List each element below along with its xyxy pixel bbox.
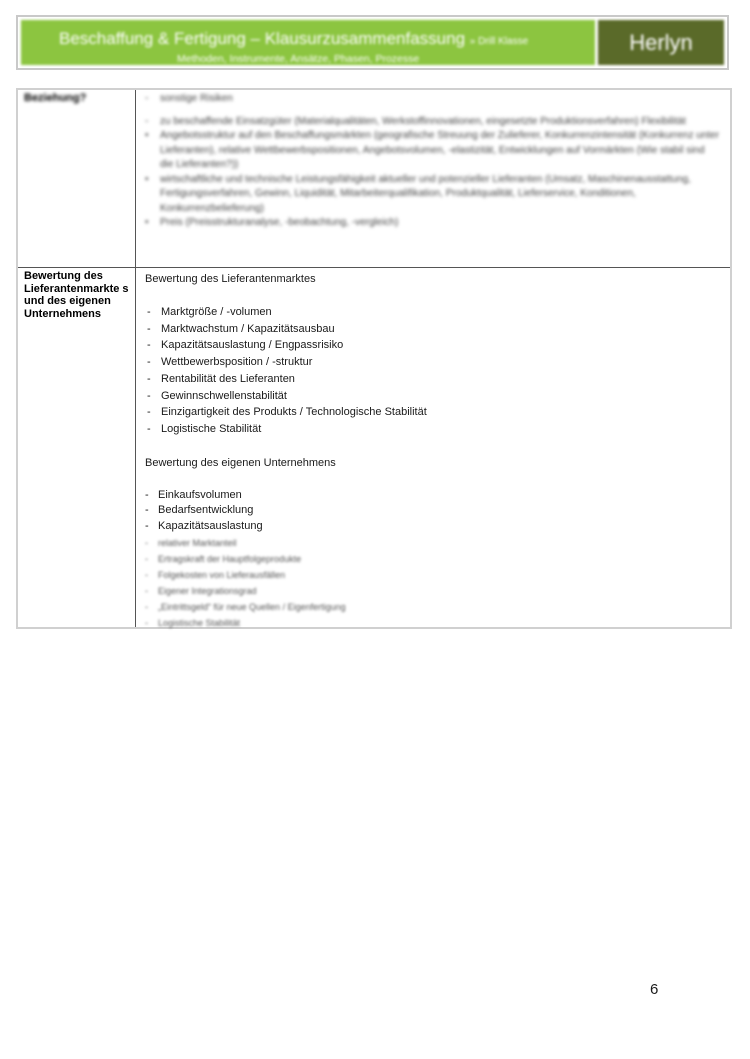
list-item: - sonstige Risiken: [145, 93, 233, 104]
list-item: - Einkaufsvolumen: [145, 488, 242, 501]
row-label-top: Beziehung?: [24, 92, 87, 104]
row-content-top: [145, 92, 720, 231]
header-subtitle: Methoden, Instrumente, Ansätze, Phasen, Prozesse: [177, 53, 420, 65]
header-brand: Herlyn: [598, 20, 724, 65]
list-item: • wirtschaftliche und technische Leistungsfähigkeit aktueller und potenzieller Lieferanten (Umsatz, Maschinenausstattung, Fertigungsverfahren, Gewinn, Liquidität, Mitarbeiterqualifikation, Produktqualität, Lieferservice, Konditionen, Konkurrenzbelieferung): [145, 173, 691, 214]
list-item: - relativer Marktanteil: [145, 538, 237, 549]
list-item: - Gewinnschwellenstabilität: [147, 389, 287, 402]
column-divider: [135, 268, 136, 627]
list-item: - Ertragskraft der Hauptfolgeprodukte: [145, 554, 302, 565]
list-item: - Marktgröße / -volumen: [147, 306, 272, 318]
list-item: - Kapazitätsauslastung: [145, 520, 263, 533]
row-content-main: [145, 273, 720, 631]
list-item: - „Eintrittsgeld“ für neue Quellen / Eigenfertigung: [145, 602, 346, 613]
list-item: - Folgekosten von Lieferausfällen: [145, 570, 286, 581]
header-title: Beschaffung & Fertigung – Klausurzusammenfassung: [59, 29, 466, 48]
list-item: - Logistische Stabilität: [147, 422, 262, 435]
section-heading-own-company: Bewertung des eigenen Unternehmens: [145, 456, 336, 469]
list-item: - Marktwachstum / Kapazitätsausbau: [147, 322, 335, 335]
own-company-blurred-list: [145, 535, 720, 631]
table-row-main: [18, 268, 730, 627]
supplier-market-criteria-list: [146, 304, 720, 438]
list-item: - Kapazitätsauslastung / Engpassrisiko: [147, 339, 344, 352]
list-item: - Eigener Integrationsgrad: [145, 586, 257, 597]
content-table: [16, 88, 732, 629]
section-heading-supplier-market: Bewertung des Lieferantenmarktes: [145, 273, 316, 285]
header-title-line: [59, 29, 595, 52]
list-item: - zu beschaffende Einsatzgüter (Materialqualitäten, Werkstoffinnovationen, eingesetzte Produktionsverfahren) Flexibilität: [145, 115, 686, 127]
header-title-block: [21, 20, 595, 65]
header-title-extra: » Drill Klasse: [469, 36, 529, 47]
table-row-top: [18, 90, 730, 268]
list-item: • Angebotsstruktur auf den Beschaffungsmärkten (geografische Streuung der Zulieferer, Konkurrenzintensität (Konkurrenz unter Lieferanten), relative Wettbewerbspositionen, Angebotsvolumen, -elastizität, Entwicklungen auf Vormärkten (Wie stabil sind die Lieferanten?)): [145, 130, 720, 170]
list-item: - Bedarfsentwicklung: [145, 504, 254, 517]
header-banner: [16, 15, 729, 70]
column-divider: [135, 90, 136, 267]
list-item: - Logistische Stabilität: [145, 618, 241, 629]
list-item: - Wettbewerbsposition / -struktur: [147, 356, 313, 369]
list-item: • Preis (Preisstrukturanalyse, -beobachtung, -vergleich): [145, 217, 399, 228]
row-label-main: Bewertung des Lieferantenmarkte s und des eigenen Unternehmens: [24, 270, 129, 320]
page-number: 6: [650, 981, 659, 998]
own-company-criteria-list: [145, 488, 720, 535]
list-item: - Einzigartigkeit des Produkts / Technologische Stabilität: [147, 406, 427, 419]
list-item: - Rentabilität des Lieferanten: [147, 372, 295, 385]
